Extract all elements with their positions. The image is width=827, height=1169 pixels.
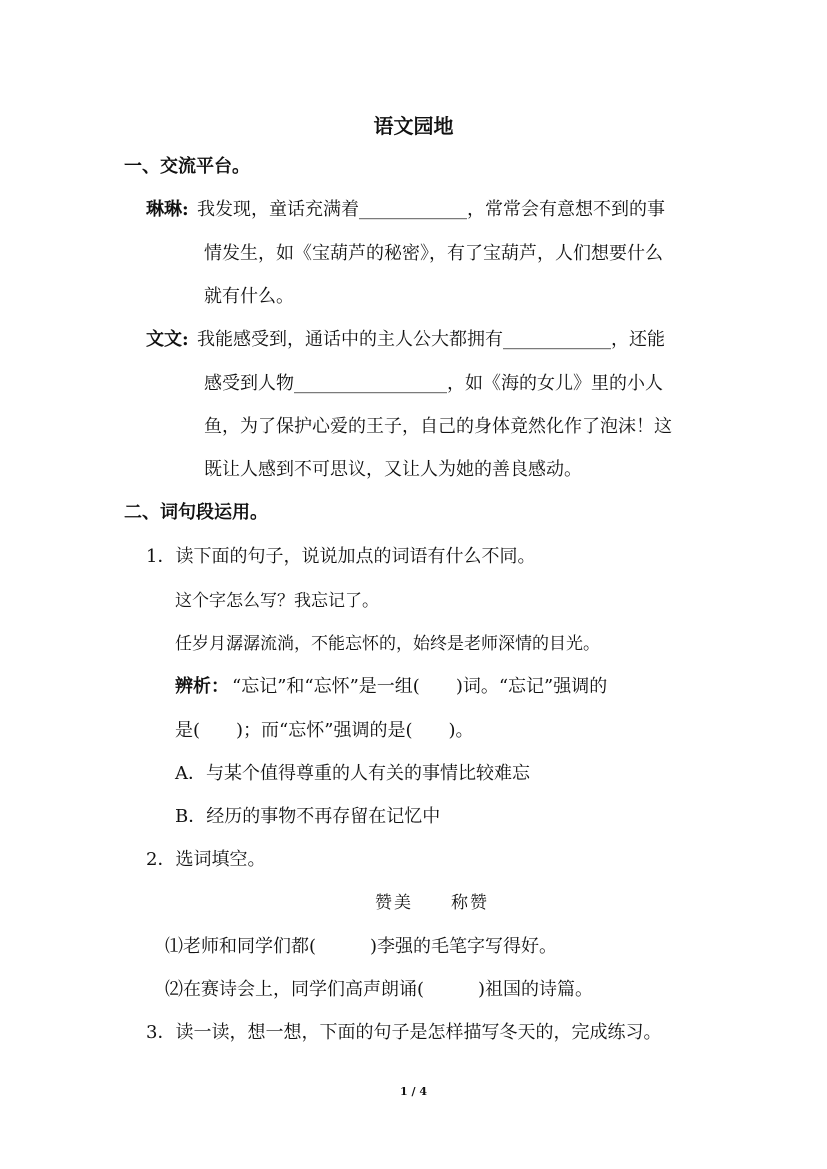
wenwen-line-1: 我能感受到，通话中的主人公大都拥有____________，还能 [197, 329, 665, 350]
wenwen-line-4: 既让人感到不可思议，又让人为她的善良感动。 [204, 459, 582, 480]
q2-stem: 2．选词填空。 [146, 849, 266, 870]
linlin-line-3: 就有什么。 [204, 286, 294, 307]
q1-analysis-line-2: 是( )；而“忘怀”强调的是( )。 [175, 720, 474, 741]
q2-item-2: ⑵在赛诗会上，同学们高声朗诵( )祖国的诗篇。 [165, 979, 594, 1000]
q3-stem: 3．读一读，想一想，下面的句子是怎样描写冬天的，完成练习。 [146, 1022, 662, 1043]
wenwen-line-2: 感受到人物_________________，如《海的女儿》里的小人 [204, 373, 663, 394]
q1-sentence-1: 这个字怎么写？我忘记了。 [175, 591, 379, 611]
wenwen-line-3: 鱼，为了保护心爱的王子，自己的身体竟然化作了泡沫！这 [204, 416, 672, 437]
q1-option-b: B．经历的事物不再存留在记忆中 [175, 806, 441, 827]
page-number: 1 / 4 [400, 1085, 427, 1098]
wenwen-speaker: 文文: [146, 329, 189, 350]
linlin-line-1: 我发现，童话充满着____________，常常会有意想不到的事 [197, 199, 665, 220]
linlin-line-2: 情发生，如《宝葫芦的秘密》，有了宝葫芦，人们想要什么 [204, 243, 663, 264]
section-1-heading: 一、交流平台。 [124, 156, 250, 177]
q1-stem: 1．读下面的句子，说说加点的词语有什么不同。 [146, 546, 536, 567]
q1-option-a: A．与某个值得尊重的人有关的事情比较难忘 [175, 763, 530, 784]
page-title: 语文园地 [373, 114, 454, 138]
q2-item-1: ⑴老师和同学们都( )李强的毛笔字写得好。 [165, 936, 558, 957]
linlin-speaker: 琳琳: [146, 199, 189, 220]
section-2-heading: 二、词句段运用。 [124, 502, 268, 523]
q1-analysis-line-1: “忘记”和“忘怀”是一组( )词。“忘记”强调的 [232, 676, 608, 697]
q2-word-bank: 赞美 称赞 [375, 893, 489, 913]
q1-analysis-label: 辨析： [175, 676, 229, 697]
q1-sentence-2: 任岁月潺潺流淌，不能忘怀的，始终是老师深情的目光。 [175, 634, 600, 654]
